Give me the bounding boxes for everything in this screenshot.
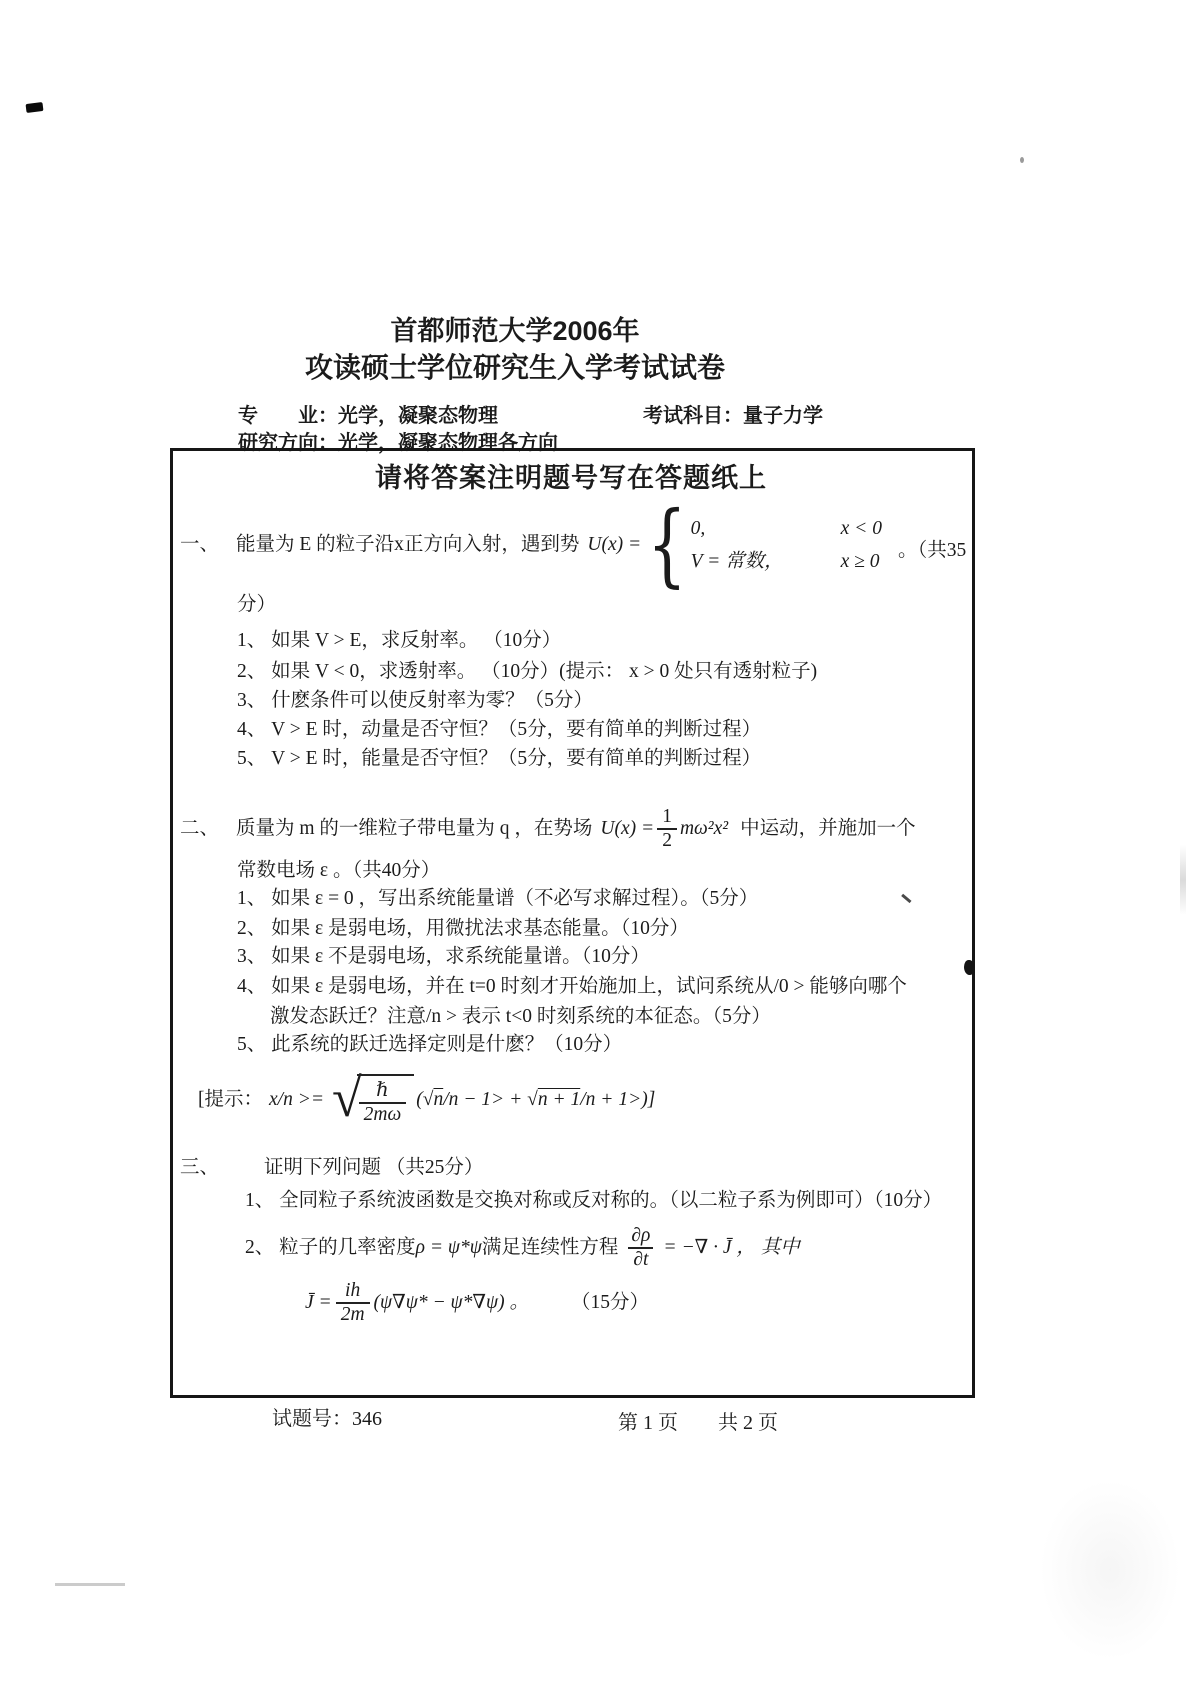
q3-item-2-row — [245, 1220, 800, 1276]
q2-intro-text: 质量为 m 的一维粒子带电量为 q ，在势场 — [236, 818, 593, 839]
scan-artifact-ink-blob-border — [964, 960, 974, 975]
q3-current-formula-row — [305, 1276, 649, 1330]
q2-item-4-line2: 激发态跃迁？注意/n > 表示 t<0 时刻系统的本征态。（5分） — [270, 1006, 771, 1027]
q2-item-2: 2、 如果 ε 是弱电场，用微扰法求基态能量。（10分） — [237, 918, 689, 939]
q3-heading-row — [180, 1155, 483, 1181]
q1-number: 一、 — [180, 534, 220, 555]
hint-mid: /n − 1> + √ — [443, 1089, 538, 1110]
q3-item2-pre: 2、 粒子的几率密度 — [245, 1237, 416, 1258]
piecewise-case-row — [691, 516, 882, 542]
major-label: 专 业： — [238, 405, 338, 427]
q1-points-cont: 分） — [237, 594, 277, 615]
q2-item-1: 1、 如果 ε = 0 ，写出系统能量谱（不必写求解过程）。（5分） — [237, 888, 759, 909]
q2-field-line: 常数电场 ε 。（共40分） — [237, 860, 441, 881]
scan-artifact-smudge-bottomright — [1040, 1480, 1180, 1660]
q2-hint-row — [198, 1067, 656, 1128]
header-title-block — [115, 314, 915, 388]
hint-frac-denominator: 2mω — [359, 1102, 407, 1126]
q3-item2-mid: 满足连续性方程 — [481, 1237, 619, 1258]
q3-item-1: 1、 全同粒子系统波函数是交换对称或反对称的。（以二粒子系为例即可）（10分） — [245, 1190, 943, 1211]
left-brace-glyph: { — [647, 491, 687, 598]
q1-item-5: 5、 V > E 时，能量是否守恒？（5分，要有简单的判断过程） — [237, 748, 762, 769]
hint-open: [提示： — [198, 1089, 263, 1110]
scan-artifact-bottom-dash — [55, 1583, 125, 1586]
fraction-numerator: 1 — [662, 805, 672, 827]
q1-potential-lhs: U(x) = — [587, 534, 642, 555]
q1-item-1: 1、 如果 V > E，求反射率。 （10分） — [237, 630, 562, 651]
page-title: 首都师范大学2006年 — [390, 316, 640, 346]
current-fraction — [336, 1280, 370, 1327]
continuity-frac-numerator: ∂ρ — [631, 1224, 651, 1246]
square-root — [332, 1067, 414, 1128]
radical-body — [357, 1074, 415, 1127]
one-half-fraction — [657, 806, 677, 853]
q2-number: 二、 — [180, 818, 220, 839]
paper-number-label: 试题号： — [272, 1408, 352, 1430]
page-info: 第 1 页 共 2 页 — [618, 1412, 778, 1434]
q1-item-3: 3、 什麽条件可以使反射率为零？（5分） — [237, 690, 593, 711]
hint-fraction — [359, 1080, 407, 1127]
subject-line — [643, 399, 823, 428]
fraction-denominator: 2 — [657, 828, 677, 852]
q2-intro-cont: 中运动，并施加一个 — [740, 818, 916, 839]
major-value: 光学，凝聚态物理 — [338, 405, 498, 427]
paper-number-line — [272, 1402, 382, 1431]
page-subtitle: 攻读硕士学位研究生入学考试试卷 — [304, 352, 725, 383]
q2-item-5: 5、 此系统的跃迁选择定则是什麽？（10分） — [237, 1034, 623, 1055]
q2-item-3: 3、 如果 ε 不是弱电场，求系统能量谱。（10分） — [237, 946, 650, 967]
q3-heading: 证明下列问题 （共25分） — [264, 1157, 484, 1178]
q3-density-formula: ρ = ψ*ψ — [415, 1237, 482, 1258]
current-lhs: J̄ = — [305, 1292, 332, 1313]
q2-potential-rhs: mω²x² — [679, 818, 729, 839]
q2-intro-row — [180, 798, 916, 860]
hint-root1: n — [433, 1089, 444, 1110]
direction-label: 研究方向： — [238, 432, 338, 454]
current-rhs: (ψ∇ψ* − ψ*∇ψ) 。 — [373, 1292, 529, 1313]
q1-piecewise-cases — [691, 516, 882, 575]
q3-item2-post: = −∇ · J̄ ， 其中 — [663, 1237, 800, 1258]
q1-intro-text: 能量为 E 的粒子沿x正方向入射，遇到势 — [236, 534, 580, 555]
answer-notice: 请将答案注明题号写在答题纸上 — [375, 463, 767, 493]
piecewise-case-row — [691, 549, 882, 575]
hint-frac-numerator: ℏ — [376, 1079, 389, 1101]
scan-artifact-speck-topright — [1020, 157, 1024, 163]
subject-value: 量子力学 — [743, 405, 823, 427]
major-line — [238, 399, 498, 428]
hint-paren: (√ — [416, 1089, 434, 1110]
continuity-fraction — [626, 1225, 655, 1272]
current-frac-denominator: 2m — [336, 1302, 370, 1326]
q1-item-2: 2、 如果 V < 0，求透射率。 （10分）(提示： x > 0 处只有透射粒子) — [237, 661, 818, 682]
q2-potential-lhs: U(x) = — [600, 818, 655, 839]
hint-tail: /n + 1>)] — [580, 1089, 656, 1110]
current-frac-numerator: ih — [345, 1279, 361, 1301]
hint-lhs: x/n >= — [269, 1089, 325, 1110]
case1-condition: x < 0 — [840, 517, 882, 539]
q1-intro-row — [180, 491, 967, 598]
radical-sign-glyph: √ — [332, 1067, 362, 1128]
hint-root2: n + 1 — [537, 1089, 581, 1110]
q1-points-suffix: 。（共35 — [897, 540, 967, 561]
direction-value: 光学，凝聚态物理各方向 — [338, 432, 558, 454]
case2-value: V = 常数， — [690, 550, 784, 572]
paper-number-value: 346 — [352, 1408, 382, 1430]
case2-condition: x ≥ 0 — [840, 550, 880, 572]
continuity-frac-denominator: ∂t — [628, 1247, 653, 1271]
q2-item-4-line1: 4、 如果 ε 是弱电场，并在 t=0 时刻才开始施加上，试问系统从/0 > 能够向哪个 — [237, 976, 907, 997]
q3-item2-score: （15分） — [571, 1292, 650, 1313]
q3-number: 三、 — [180, 1157, 220, 1178]
scan-artifact-edge-streak — [1180, 845, 1186, 915]
subject-label: 考试科目： — [643, 405, 743, 427]
scan-artifact-ink-topleft — [26, 102, 44, 113]
q1-item-4: 4、 V > E 时，动量是否守恒？（5分，要有简单的判断过程） — [237, 719, 762, 740]
case1-value: 0, — [690, 517, 706, 539]
